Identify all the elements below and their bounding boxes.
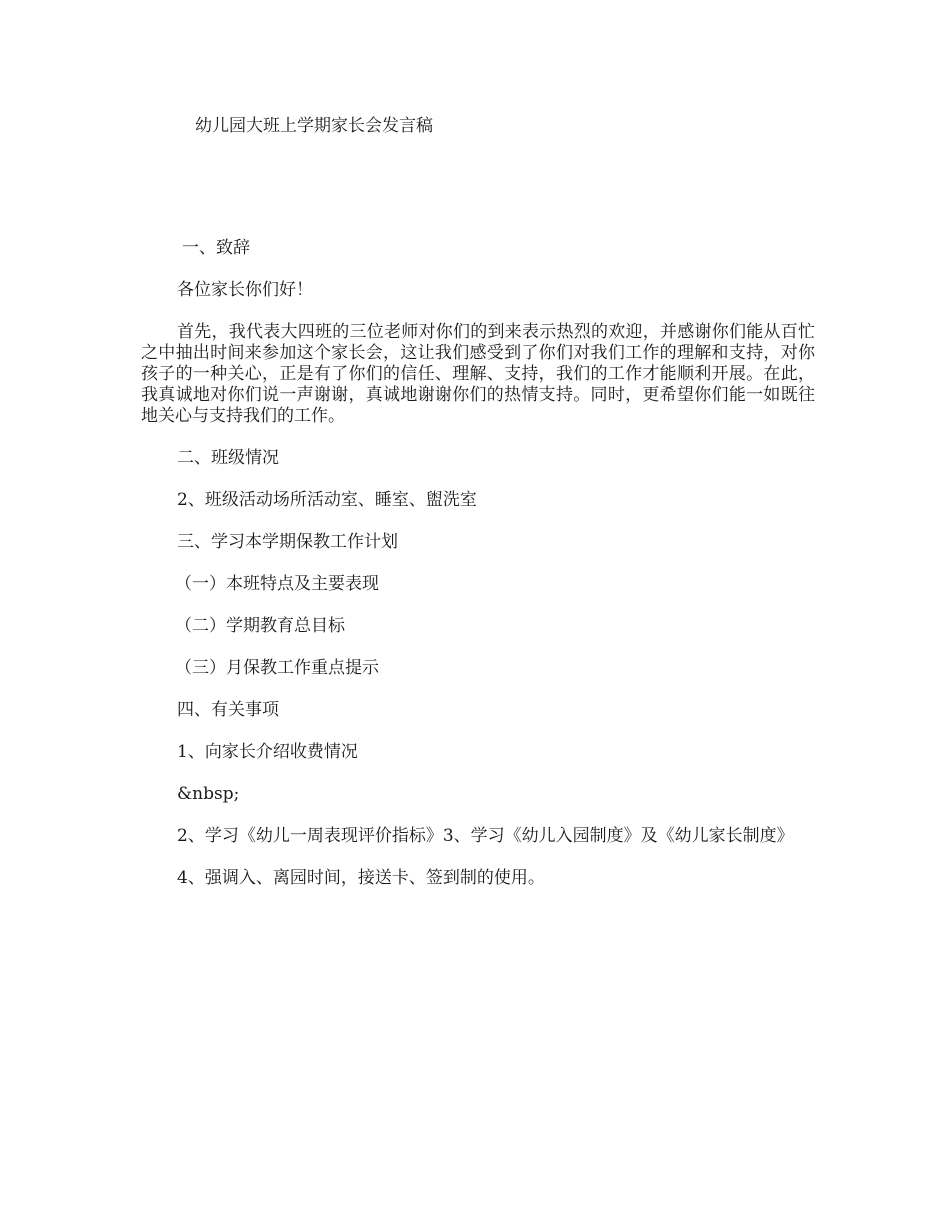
document-body (141, 238, 815, 910)
section-heading-class-info: 二、班级情况 (177, 448, 279, 468)
class-facilities-paragraph: 2、班级活动场所活动室、睡室、盥洗室 (177, 490, 477, 510)
pickup-rules-paragraph: 4、强调入、离园时间，接送卡、签到制的使用。 (177, 868, 545, 888)
salutation-paragraph: 各位家长你们好！ (177, 280, 313, 300)
section-heading-matters: 四、有关事项 (177, 700, 279, 720)
subsection-class-features: （一）本班特点及主要表现 (175, 574, 379, 594)
subsection-education-goals: （二）学期教育总目标 (175, 616, 345, 636)
fee-introduction-paragraph: 1、向家长介绍收费情况 (177, 742, 358, 762)
section-heading-plan: 三、学习本学期保教工作计划 (177, 532, 398, 552)
nbsp-paragraph: &nbsp; (177, 784, 240, 804)
document-title: 幼儿园大班上学期家长会发言稿 (195, 116, 433, 136)
study-rules-paragraph: 2、学习《幼儿一周表现评价指标》3、学习《幼儿入园制度》及《幼儿家长制度》 (177, 826, 794, 846)
welcome-paragraph: 首先，我代表大四班的三位老师对你们的到来表示热烈的欢迎，并感谢你们能从百忙之中抽出时间来参加这个家长会，这让我们感受到了你们对我们工作的理解和支持，对你孩子的一种关心，正是有了你们的信任、理解、支持，我们的工作才能顺利开展。在此，我真诚地对你们说一声谢谢，真诚地谢谢你们的热情支持。同时，更希望你们能一如既往地关心与支持我们的工作。 (141, 322, 815, 426)
subsection-monthly-focus: （三）月保教工作重点提示 (175, 658, 379, 678)
section-heading-greeting: 一、致辞 (182, 238, 250, 258)
